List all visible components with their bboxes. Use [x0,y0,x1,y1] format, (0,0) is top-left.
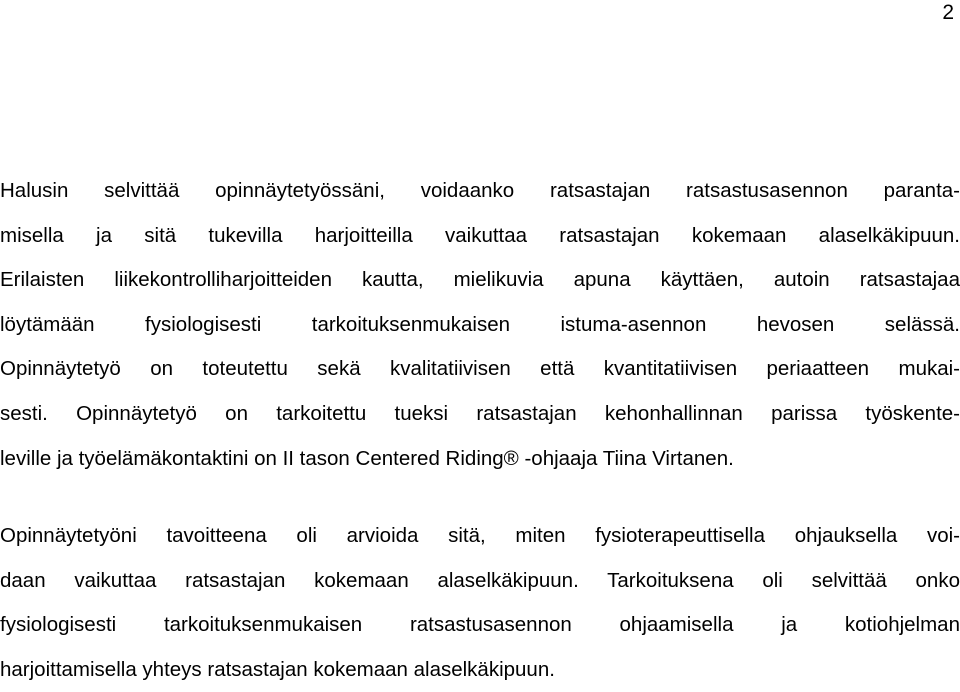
paragraph-line: Erilaisten liikekontrolliharjoitteiden kautta, mielikuvia apuna käyttäen, autoin ratsastajaa [0,268,960,292]
paragraph-goal [0,514,960,692]
paragraph-line: misella ja sitä tukevilla harjoitteilla vaikuttaa ratsastajan kokemaan alaselkäkipuun. [0,223,960,247]
paragraph-line: harjoittamisella yhteys ratsastajan kokemaan alaselkäkipuun. [0,657,555,681]
paragraph-line: fysiologisesti tarkoituksenmukaisen ratsastusasennon ohjaamisella ja kotiohjelman [0,613,960,637]
paragraph-line: sesti. Opinnäytetyö on tarkoitettu tueksi ratsastajan kehonhallinnan parissa työskente- [0,401,960,425]
paragraph-line: Halusin selvittää opinnäytetyössäni, voidaanko ratsastajan ratsastusasennon paranta- [0,179,960,202]
paragraph-line: löytämään fysiologisesti tarkoituksenmukaisen istuma-asennon hevosen selässä. [0,312,960,336]
paragraph-line: daan vaikuttaa ratsastajan kokemaan alaselkäkipuun. Tarkoituksena oli selvittää onko [0,568,960,592]
paragraph-line: leville ja työelämäkontaktini on II tason Centered Riding® -ohjaaja Tiina Virtanen. [0,446,734,470]
paragraph-line: Opinnäytetyö on toteutettu sekä kvalitatiivisen että kvantitatiivisen periaatteen mukai- [0,357,960,381]
paragraph-line: Opinnäytetyöni tavoitteena oli arvioida sitä, miten fysioterapeuttisella ohjauksella voi- [0,524,960,547]
paragraph-intro [0,169,960,481]
page-number: 2 [942,1,954,24]
